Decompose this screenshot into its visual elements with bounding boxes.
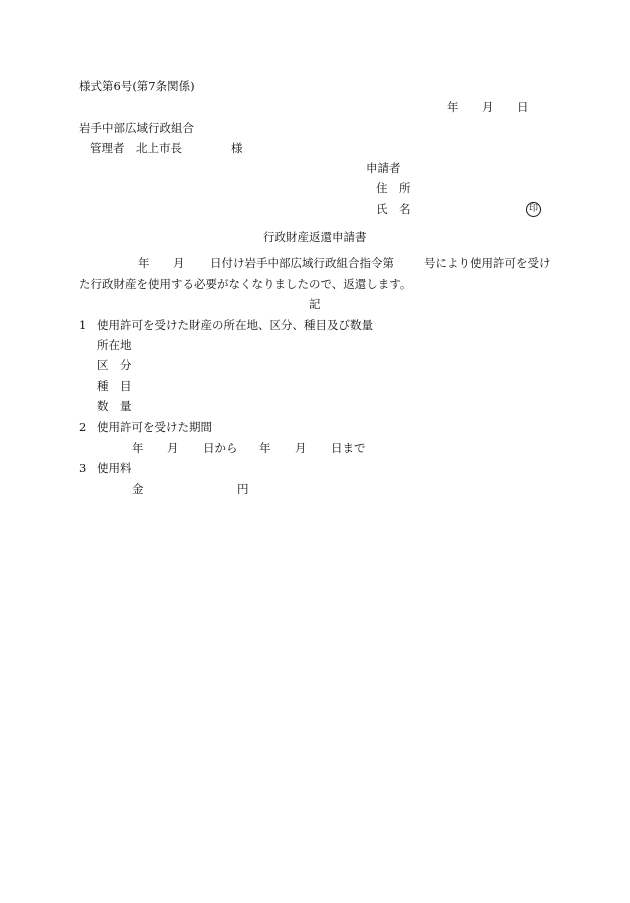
body-month: 月 bbox=[173, 256, 185, 270]
item-1-quantity: 数 量 bbox=[97, 399, 132, 413]
item-3-number: 3 bbox=[79, 461, 87, 475]
document-title: 行政財産返還申請書 bbox=[263, 230, 367, 244]
body-line1-mid: 日付け岩手中部広域行政組合指令第 bbox=[210, 256, 394, 270]
period-year-to: 年 bbox=[259, 441, 271, 455]
period-day-from: 日から bbox=[203, 441, 238, 455]
item-2-label: 使用許可を受けた期間 bbox=[97, 420, 212, 434]
item-3-label: 使用料 bbox=[97, 461, 132, 475]
address-label: 住 所 bbox=[376, 181, 411, 195]
period-day-to: 日まで bbox=[331, 441, 366, 455]
ki-heading: 記 bbox=[309, 297, 321, 311]
name-label: 氏 名 bbox=[376, 202, 411, 216]
date-month: 月 bbox=[482, 100, 494, 114]
item-1-label: 使用許可を受けた財産の所在地、区分、種目及び数量 bbox=[97, 318, 373, 332]
addressee-title: 管理者 北上市長 bbox=[90, 141, 182, 155]
item-2-number: 2 bbox=[79, 420, 87, 434]
period-month-from: 月 bbox=[167, 441, 179, 455]
body-line2: た行政財産を使用する必要がなくなりましたので、返還します。 bbox=[79, 277, 412, 291]
body-year: 年 bbox=[138, 256, 150, 270]
fee-suffix: 円 bbox=[237, 482, 249, 496]
fee-prefix: 金 bbox=[132, 482, 144, 496]
applicant-label: 申請者 bbox=[366, 161, 401, 175]
item-1-location: 所在地 bbox=[97, 338, 132, 352]
period-year-from: 年 bbox=[132, 441, 144, 455]
item-1-number: 1 bbox=[79, 318, 87, 332]
period-month-to: 月 bbox=[295, 441, 307, 455]
item-1-category: 区 分 bbox=[97, 358, 132, 372]
date-day: 日 bbox=[517, 100, 529, 114]
item-1-type: 種 目 bbox=[97, 379, 132, 393]
body-line1-end: 号により使用許可を受け bbox=[424, 256, 551, 270]
addressee-honorific: 様 bbox=[231, 141, 243, 155]
addressee-org: 岩手中部広域行政組合 bbox=[79, 121, 194, 135]
seal-icon: 印 bbox=[526, 202, 541, 217]
form-number: 様式第6号(第7条関係) bbox=[79, 79, 195, 93]
date-year: 年 bbox=[447, 100, 459, 114]
